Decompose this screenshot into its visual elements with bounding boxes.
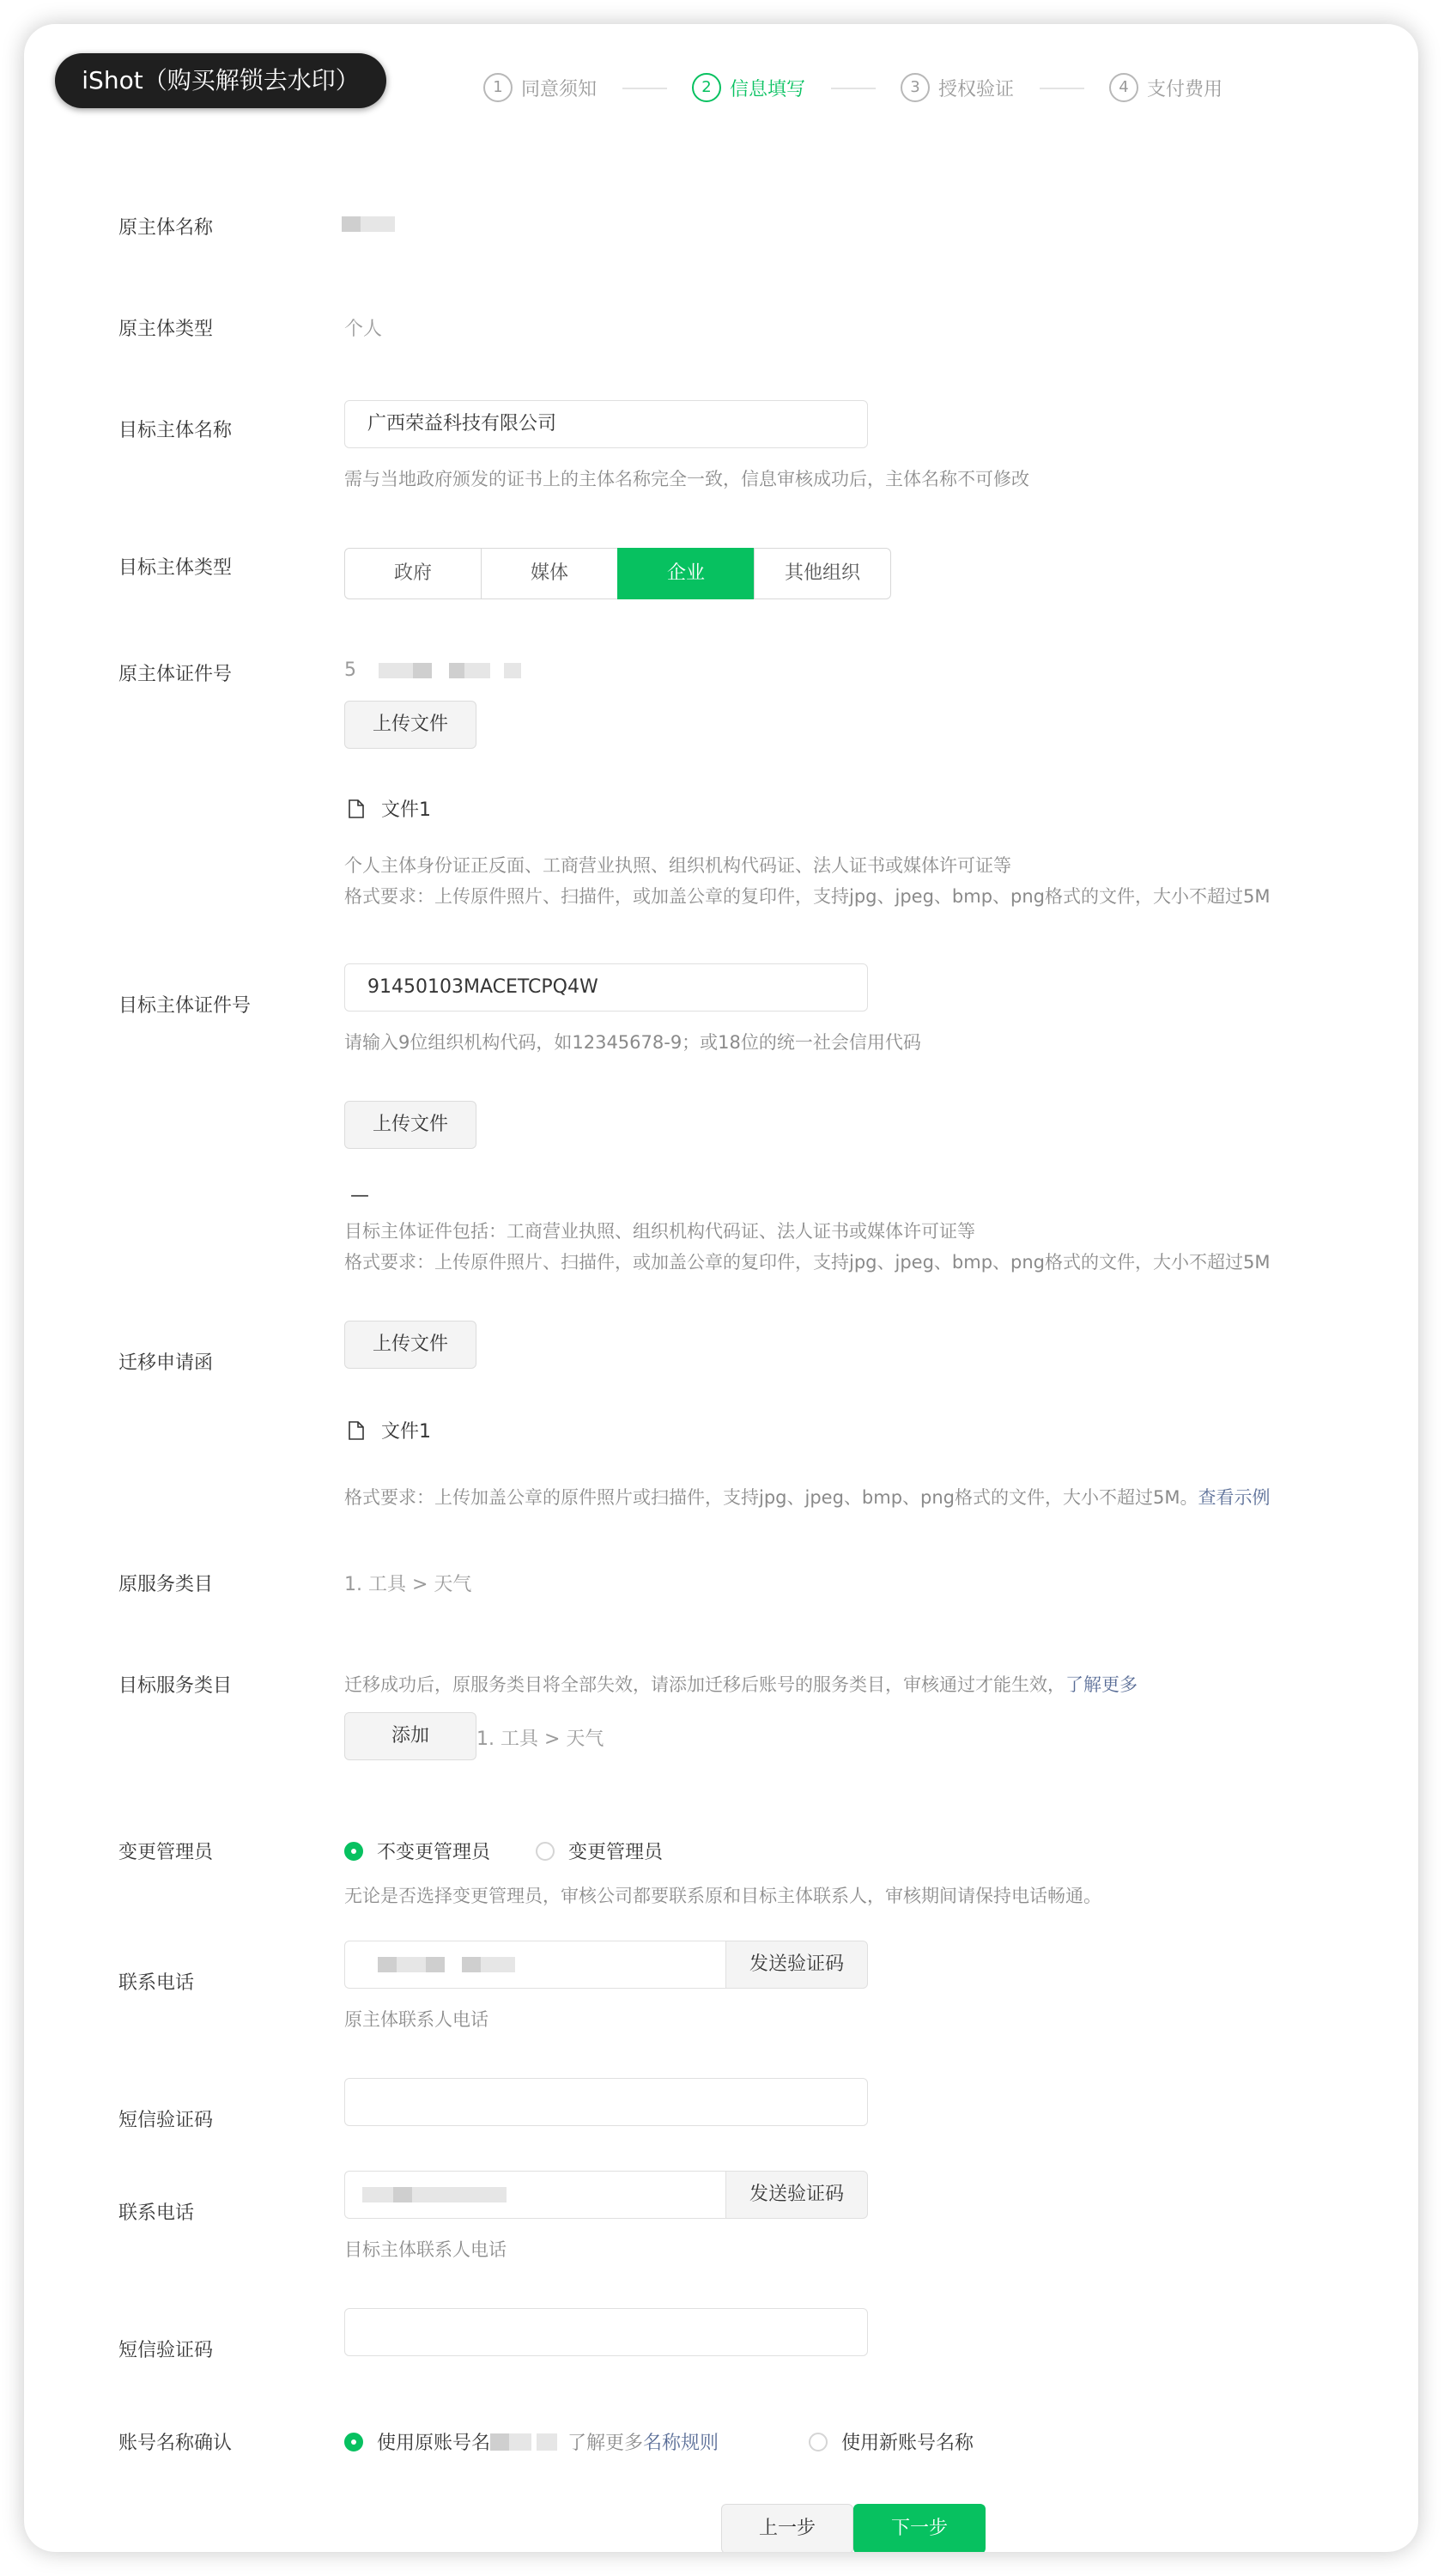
orig-cert-file-item[interactable]	[349, 795, 431, 822]
migration-file-name: 文件1	[381, 1421, 431, 1443]
account-rule-link[interactable]: 名称规则	[643, 2433, 719, 2454]
radio-checked-icon	[344, 2433, 363, 2451]
step-1	[483, 69, 597, 106]
target-service-tip	[344, 1671, 1138, 1697]
step-3-number: 3	[901, 73, 930, 102]
orig-cert-tip-1: 个人主体身份证正反面、工商营业执照、组织机构代码证、法人证书或媒体许可证等	[344, 855, 1011, 876]
sms1-label: 短信验证码	[118, 2110, 214, 2131]
orig-type-label: 原主体类型	[118, 319, 214, 340]
migration-tip-text: 格式要求：上传加盖公章的原件照片或扫描件，支持jpg、jpeg、bmp、png格式的文件，大小不超过5M。	[344, 1487, 1198, 1508]
migration-upload-button[interactable]: 上传文件	[344, 1321, 476, 1369]
orig-type-value: 个人	[344, 319, 383, 340]
account-new-radio[interactable]	[809, 2428, 974, 2455]
phone1-group	[344, 1941, 868, 1989]
step-1-label: 同意须知	[521, 78, 598, 100]
target-cert-label: 目标主体证件号	[118, 995, 252, 1017]
phone2-input[interactable]	[344, 2171, 725, 2219]
sms2-input[interactable]	[344, 2308, 868, 2356]
sms1-input[interactable]	[344, 2078, 868, 2126]
sms2-label: 短信验证码	[118, 2340, 214, 2361]
orig-name-label: 原主体名称	[118, 217, 214, 239]
admin-label: 变更管理员	[118, 1842, 214, 1863]
step-2-number: 2	[692, 73, 721, 102]
account-new-label: 使用新账号名称	[841, 2433, 974, 2454]
orig-cert-tip-2: 格式要求：上传原件照片、扫描件，或加盖公章的复印件，支持jpg、jpeg、bmp、png格式的文件，大小不超过5M	[344, 886, 1271, 907]
orig-cert-prefix: 5	[344, 659, 356, 681]
step-4	[1109, 69, 1223, 106]
target-name-label: 目标主体名称	[118, 420, 233, 441]
orig-cert-file-name: 文件1	[381, 799, 431, 821]
target-service-value: 1. 工具 > 天气	[476, 1728, 604, 1750]
target-cert-tip-1: 目标主体证件包括：工商营业执照、组织机构代码证、法人证书或媒体许可证等	[344, 1221, 975, 1242]
target-name-input[interactable]: 广西荣益科技有限公司	[344, 400, 868, 448]
account-more-text: 了解更多	[567, 2433, 644, 2454]
orig-cert-label: 原主体证件号	[118, 664, 233, 685]
target-type-label: 目标主体类型	[118, 557, 233, 579]
radio-unchecked-icon	[809, 2433, 828, 2451]
target-service-label: 目标服务类目	[118, 1675, 233, 1697]
add-service-button[interactable]: 添加	[344, 1712, 476, 1760]
watermark-badge: iShot（购买解锁去水印）	[55, 53, 386, 108]
step-2	[692, 69, 805, 106]
phone1-tip: 原主体联系人电话	[344, 2009, 488, 2030]
type-option-media[interactable]: 媒体	[481, 548, 618, 599]
type-option-enterprise[interactable]: 企业	[617, 548, 755, 599]
step-divider	[1040, 88, 1084, 89]
step-3	[901, 69, 1014, 106]
migration-file-item[interactable]	[349, 1417, 431, 1443]
phone1-input[interactable]	[344, 1941, 725, 1989]
target-service-learn-more-link[interactable]: 了解更多	[1065, 1674, 1138, 1695]
admin-change-label: 变更管理员	[568, 1842, 664, 1863]
target-cert-input[interactable]: 91450103MACETCPQ4W	[344, 963, 868, 1012]
step-divider	[622, 88, 667, 89]
admin-change-radio[interactable]	[536, 1838, 663, 1864]
phone1-label: 联系电话	[118, 1972, 195, 1994]
target-cert-file-placeholder: —	[350, 1185, 369, 1206]
prev-step-button[interactable]: 上一步	[721, 2504, 853, 2552]
admin-keep-label: 不变更管理员	[377, 1842, 491, 1863]
account-orig-label: 使用原账号名	[377, 2433, 491, 2454]
step-indicator	[483, 69, 1256, 106]
page-frame	[24, 24, 1418, 2552]
account-orig-radio[interactable]	[344, 2428, 719, 2455]
phone2-label: 联系电话	[118, 2202, 195, 2224]
target-cert-tip-2: 格式要求：上传原件照片、扫描件，或加盖公章的复印件，支持jpg、jpeg、bmp、png格式的文件，大小不超过5M	[344, 1252, 1271, 1273]
orig-cert-value	[344, 659, 567, 682]
target-cert-upload-button[interactable]: 上传文件	[344, 1101, 476, 1149]
orig-service-label: 原服务类目	[118, 1574, 214, 1595]
file-icon	[349, 1421, 364, 1440]
next-step-button[interactable]: 下一步	[853, 2504, 986, 2552]
step-divider	[831, 88, 876, 89]
target-service-tip-text: 迁移成功后，原服务类目将全部失效，请添加迁移后账号的服务类目，审核通过才能生效，	[344, 1674, 1065, 1695]
admin-keep-radio[interactable]	[344, 1838, 490, 1864]
step-3-label: 授权验证	[938, 78, 1015, 100]
phone2-group	[344, 2171, 868, 2219]
migration-tip	[344, 1484, 1270, 1510]
orig-cert-upload-button[interactable]: 上传文件	[344, 701, 476, 749]
step-4-number: 4	[1109, 73, 1138, 102]
account-orig-value	[490, 2433, 559, 2451]
step-1-number: 1	[483, 73, 513, 102]
type-option-government[interactable]: 政府	[344, 548, 482, 599]
type-option-other[interactable]: 其他组织	[754, 548, 891, 599]
phone1-send-code-button[interactable]: 发送验证码	[725, 1941, 868, 1989]
phone2-tip: 目标主体联系人电话	[344, 2239, 507, 2260]
orig-name-value	[342, 215, 403, 234]
file-icon	[349, 799, 364, 818]
radio-checked-icon	[344, 1842, 363, 1861]
admin-tip: 无论是否选择变更管理员，审核公司都要联系原和目标主体联系人，审核期间请保持电话畅通。	[344, 1886, 1101, 1906]
migration-label: 迁移申请函	[118, 1352, 214, 1374]
account-name-label: 账号名称确认	[118, 2433, 233, 2454]
target-name-tip: 需与当地政府颁发的证书上的主体名称完全一致，信息审核成功后，主体名称不可修改	[344, 469, 1029, 489]
phone2-send-code-button[interactable]: 发送验证码	[725, 2171, 868, 2219]
target-type-segmented-control	[344, 548, 891, 599]
step-2-label: 信息填写	[730, 78, 806, 100]
radio-unchecked-icon	[536, 1842, 555, 1861]
target-cert-tip: 请输入9位组织机构代码，如12345678-9；或18位的统一社会信用代码	[344, 1032, 921, 1053]
orig-service-value: 1. 工具 > 天气	[344, 1574, 472, 1595]
migration-example-link[interactable]: 查看示例	[1198, 1487, 1271, 1508]
step-4-label: 支付费用	[1147, 78, 1223, 100]
